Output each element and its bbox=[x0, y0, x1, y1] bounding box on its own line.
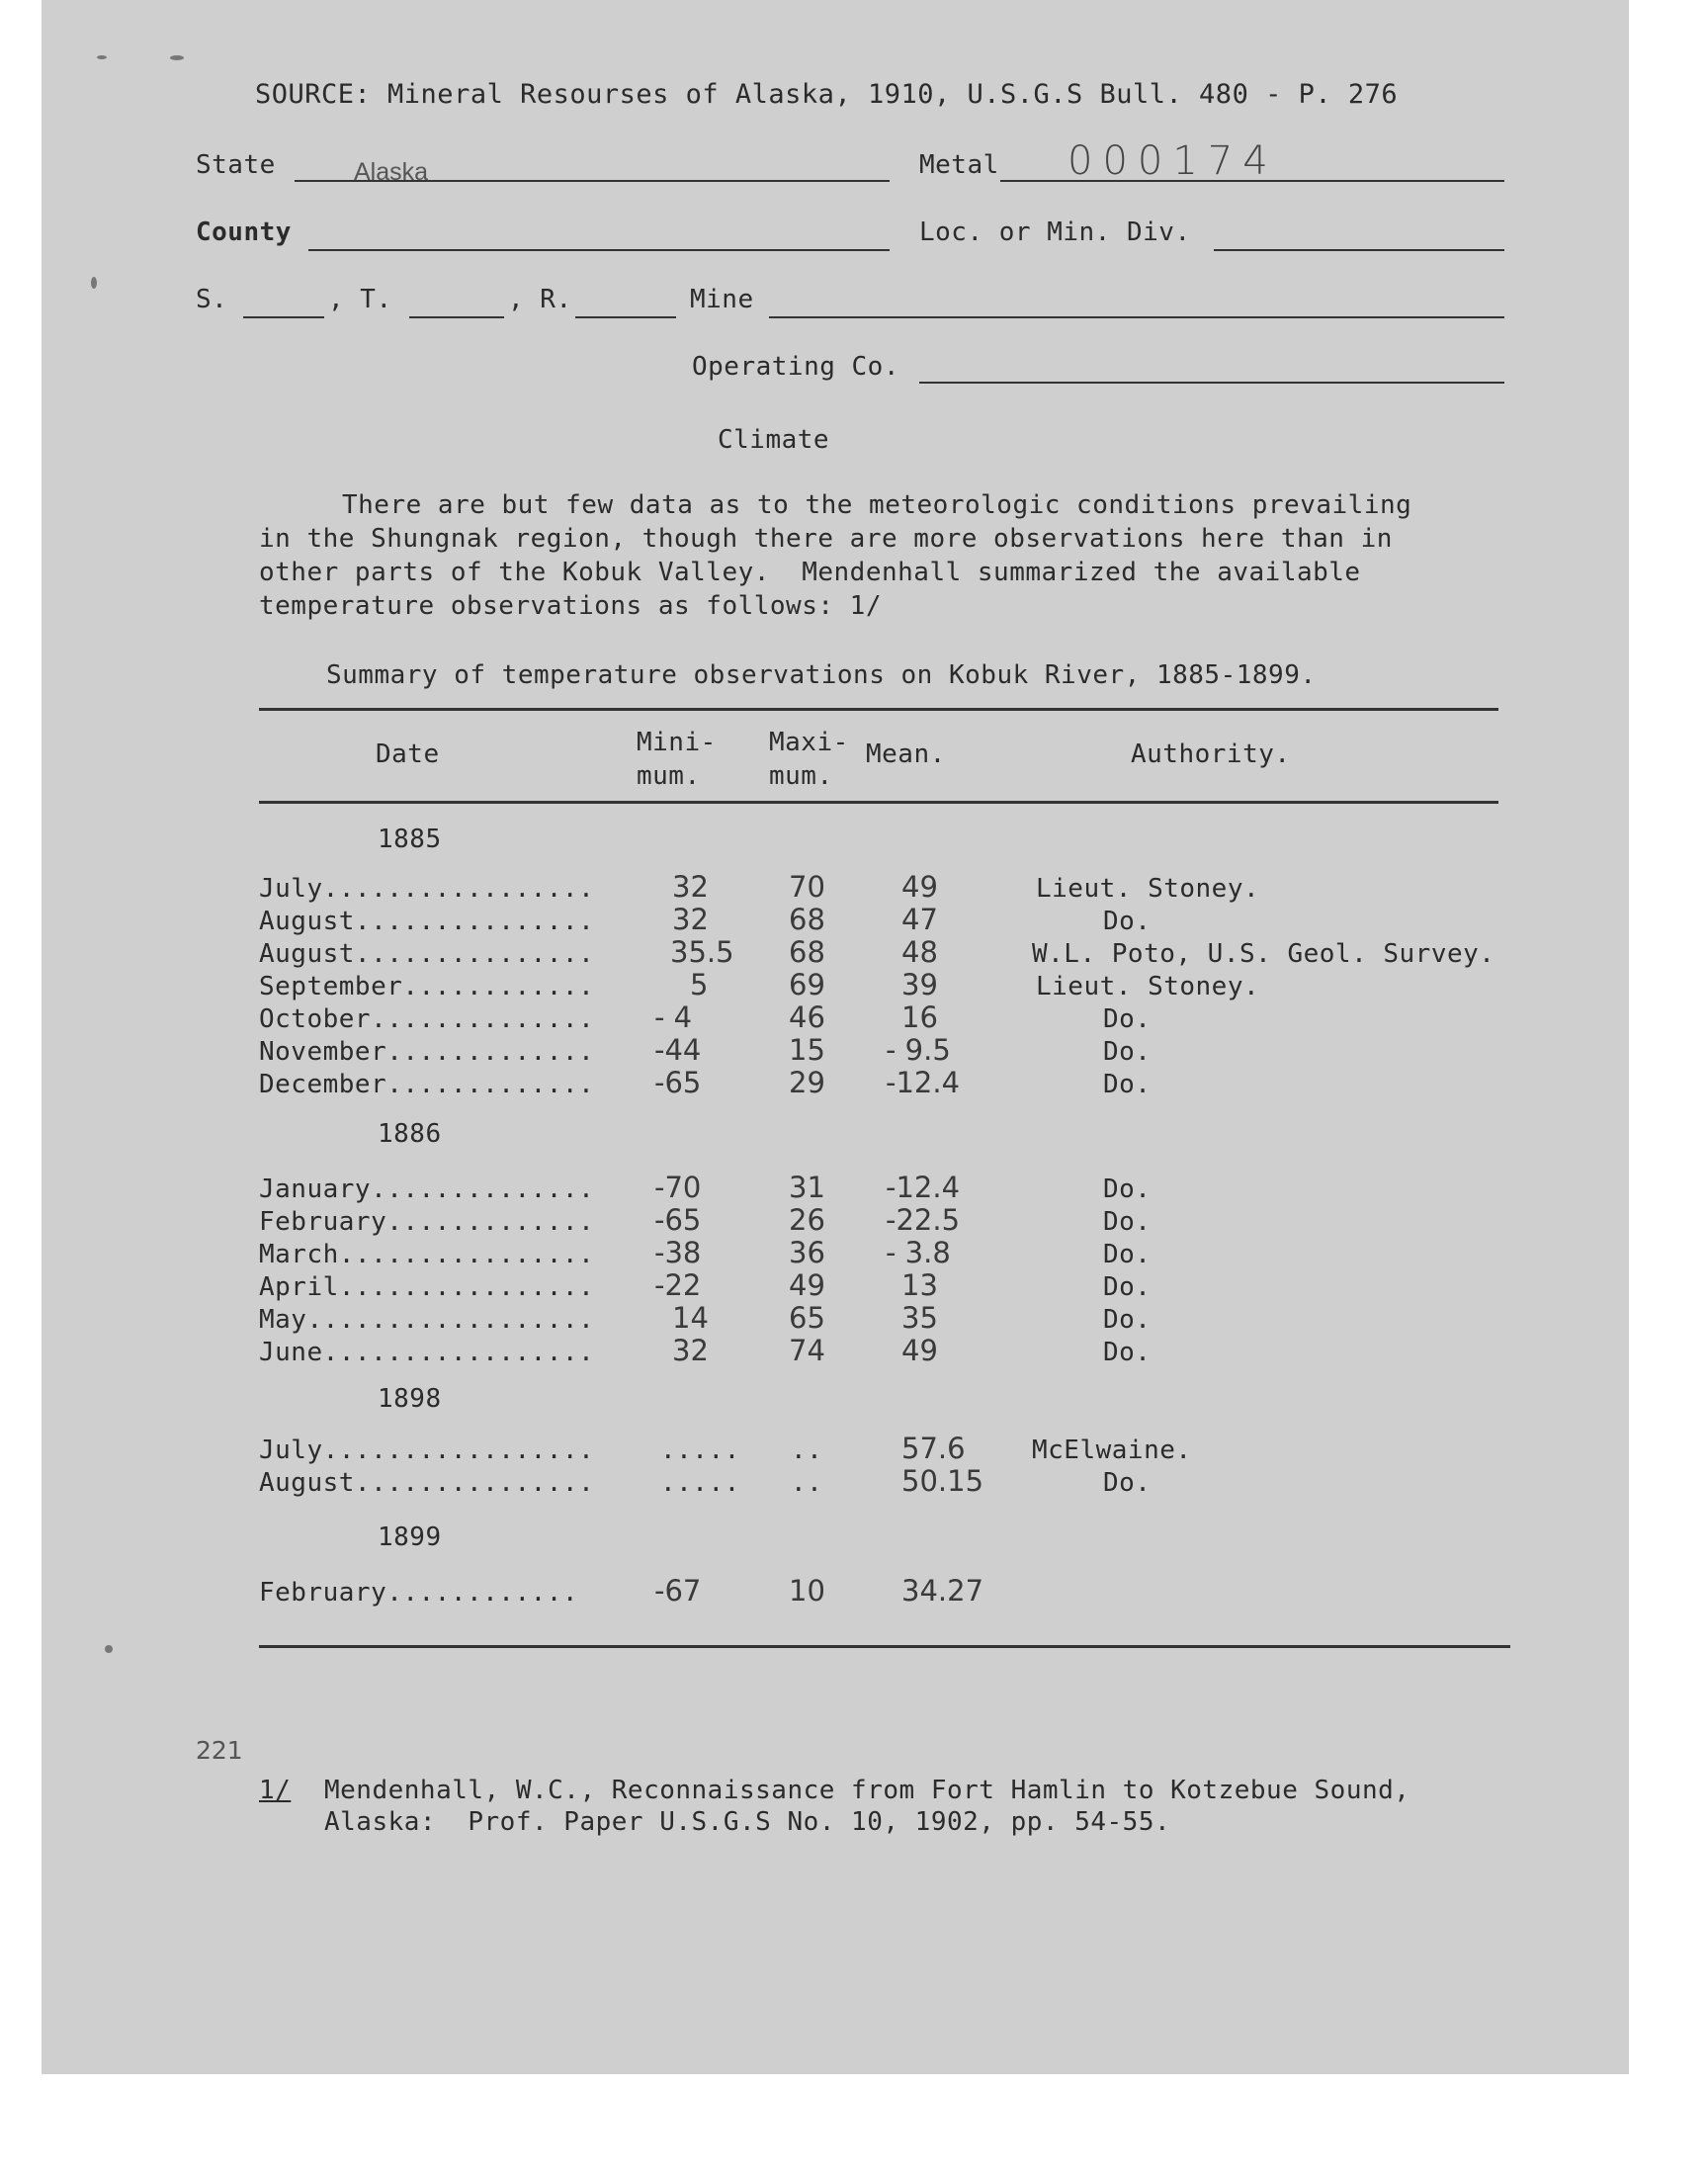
row-authority: Do. bbox=[1103, 1174, 1152, 1204]
row-authority: Do. bbox=[1103, 1338, 1152, 1367]
row-authority: Do. bbox=[1103, 1070, 1152, 1099]
paragraph-line-3: other parts of the Kobuk Valley. Mendenhall summarized the available bbox=[259, 558, 1361, 587]
row-mean: 57.6 bbox=[901, 1432, 966, 1465]
header-minimum-1: Mini- bbox=[637, 728, 717, 757]
row-maximum: 29 bbox=[789, 1066, 825, 1099]
row-month: September............ bbox=[259, 972, 595, 1001]
row-authority: Lieut. Stoney. bbox=[1036, 874, 1260, 904]
row-month: February............. bbox=[259, 1207, 595, 1237]
row-maximum: 69 bbox=[789, 968, 825, 1001]
scan-speck bbox=[91, 277, 97, 289]
row-maximum: 49 bbox=[789, 1268, 825, 1302]
row-month: February............ bbox=[259, 1578, 579, 1608]
header-maximum-1: Maxi- bbox=[769, 728, 849, 757]
row-mean: 48 bbox=[901, 935, 938, 969]
footnote-line-2: Alaska: Prof. Paper U.S.G.S No. 10, 1902, pp. 54-55. bbox=[324, 1807, 1171, 1837]
row-authority: Do. bbox=[1103, 1037, 1152, 1067]
year-label: 1898 bbox=[378, 1384, 442, 1414]
header-authority: Authority. bbox=[1131, 740, 1291, 769]
row-mean: 47 bbox=[901, 903, 938, 936]
row-minimum: -38 bbox=[654, 1236, 702, 1269]
state-value: Alaska bbox=[354, 158, 429, 186]
scan-speck bbox=[105, 1645, 113, 1653]
metal-number: 000174 bbox=[1068, 138, 1278, 184]
row-month: August............... bbox=[259, 907, 595, 936]
header-maximum-2: mum. bbox=[769, 761, 833, 791]
footnote-marker: 1/ bbox=[259, 1776, 292, 1805]
row-mean: 49 bbox=[901, 1334, 938, 1367]
row-month: August............... bbox=[259, 1468, 595, 1498]
row-maximum: 74 bbox=[789, 1334, 825, 1367]
row-minimum: -44 bbox=[654, 1033, 702, 1067]
row-minimum: 14 bbox=[672, 1301, 709, 1335]
state-label: State bbox=[196, 150, 276, 180]
county-underline bbox=[308, 249, 890, 251]
scan-speck bbox=[170, 55, 184, 60]
scan-speck bbox=[97, 55, 107, 59]
row-authority: W.L. Poto, U.S. Geol. Survey. bbox=[1032, 939, 1495, 969]
county-label: County bbox=[196, 218, 292, 247]
row-mean: 13 bbox=[901, 1268, 938, 1302]
row-mean: 50.15 bbox=[901, 1464, 984, 1498]
row-month: March................ bbox=[259, 1240, 595, 1269]
row-authority: Do. bbox=[1103, 1468, 1152, 1498]
row-authority: Do. bbox=[1103, 1207, 1152, 1237]
row-month: April................ bbox=[259, 1272, 595, 1302]
row-mean: -12.4 bbox=[886, 1171, 961, 1204]
row-mean: -22.5 bbox=[886, 1203, 961, 1237]
row-maximum: 36 bbox=[789, 1236, 825, 1269]
row-authority: Do. bbox=[1103, 907, 1152, 936]
township-underline bbox=[409, 316, 504, 318]
row-authority: McElwaine. bbox=[1032, 1436, 1192, 1465]
row-mean: 49 bbox=[901, 870, 938, 904]
document-page bbox=[42, 0, 1629, 2074]
row-maximum: 68 bbox=[789, 935, 825, 969]
row-month: May.................. bbox=[259, 1305, 595, 1335]
row-minimum: ..... bbox=[660, 1468, 740, 1498]
row-minimum: -67 bbox=[654, 1574, 702, 1608]
row-month: July................. bbox=[259, 1436, 595, 1465]
row-maximum: 31 bbox=[789, 1171, 825, 1204]
row-minimum: 32 bbox=[672, 1334, 709, 1367]
paragraph-line-1: There are but few data as to the meteorologic conditions prevailing bbox=[342, 490, 1412, 520]
row-mean: 35 bbox=[901, 1301, 938, 1335]
row-mean: - 3.8 bbox=[886, 1236, 951, 1269]
row-maximum: 68 bbox=[789, 903, 825, 936]
row-maximum: 15 bbox=[789, 1033, 825, 1067]
header-mean: Mean. bbox=[866, 740, 946, 769]
row-minimum: 32 bbox=[672, 870, 709, 904]
row-minimum: 5 bbox=[690, 968, 709, 1001]
row-month: June................. bbox=[259, 1338, 595, 1367]
row-authority: Do. bbox=[1103, 1305, 1152, 1335]
row-minimum: 32 bbox=[672, 903, 709, 936]
row-maximum: 70 bbox=[789, 870, 825, 904]
row-minimum: -70 bbox=[654, 1171, 702, 1204]
table-title: Summary of temperature observations on Kobuk River, 1885-1899. bbox=[326, 660, 1317, 690]
row-authority: Lieut. Stoney. bbox=[1036, 972, 1260, 1001]
row-maximum: 10 bbox=[789, 1574, 825, 1608]
row-month: November............. bbox=[259, 1037, 595, 1067]
year-label: 1885 bbox=[378, 825, 442, 854]
mine-underline bbox=[769, 316, 1504, 318]
row-month: October.............. bbox=[259, 1004, 595, 1034]
section-underline bbox=[243, 316, 324, 318]
header-date: Date bbox=[376, 740, 440, 769]
footnote-line-1: Mendenhall, W.C., Reconnaissance from Fort Hamlin to Kotzebue Sound, bbox=[324, 1776, 1410, 1805]
row-month: August............... bbox=[259, 939, 595, 969]
header-bottom-rule bbox=[259, 801, 1498, 804]
operating-co-label: Operating Co. bbox=[692, 352, 899, 382]
section-label: S. bbox=[196, 285, 228, 314]
row-minimum: -65 bbox=[654, 1203, 702, 1237]
section-heading: Climate bbox=[718, 425, 830, 455]
row-mean: 16 bbox=[901, 1000, 938, 1034]
paragraph-line-4: temperature observations as follows: 1/ bbox=[259, 591, 882, 621]
table-top-rule bbox=[259, 708, 1498, 711]
row-minimum: - 4 bbox=[654, 1000, 693, 1034]
header-minimum-2: mum. bbox=[637, 761, 701, 791]
row-maximum: 46 bbox=[789, 1000, 825, 1034]
row-mean: 39 bbox=[901, 968, 938, 1001]
row-mean: - 9.5 bbox=[886, 1033, 951, 1067]
loc-label: Loc. or Min. Div. bbox=[919, 218, 1191, 247]
mine-label: Mine bbox=[690, 285, 754, 314]
loc-underline bbox=[1214, 249, 1504, 251]
page-number: 221 bbox=[196, 1736, 243, 1765]
range-label: , R. bbox=[508, 285, 572, 314]
row-maximum: .. bbox=[791, 1468, 823, 1498]
row-authority: Do. bbox=[1103, 1240, 1152, 1269]
row-maximum: 65 bbox=[789, 1301, 825, 1335]
row-minimum: -65 bbox=[654, 1066, 702, 1099]
row-minimum: ..... bbox=[660, 1436, 740, 1465]
year-label: 1899 bbox=[378, 1522, 442, 1552]
range-underline bbox=[575, 316, 676, 318]
row-minimum: 35.5 bbox=[670, 935, 734, 969]
township-label: , T. bbox=[328, 285, 392, 314]
row-maximum: .. bbox=[791, 1436, 823, 1465]
row-authority: Do. bbox=[1103, 1272, 1152, 1302]
row-maximum: 26 bbox=[789, 1203, 825, 1237]
row-authority: Do. bbox=[1103, 1004, 1152, 1034]
source-line: SOURCE: Mineral Resourses of Alaska, 1910, U.S.G.S Bull. 480 - P. 276 bbox=[255, 79, 1399, 110]
row-month: January.............. bbox=[259, 1174, 595, 1204]
paragraph-line-2: in the Shungnak region, though there are more observations here than in bbox=[259, 524, 1393, 554]
operating-co-underline bbox=[919, 382, 1504, 384]
row-mean: 34.27 bbox=[901, 1574, 984, 1608]
row-month: December............. bbox=[259, 1070, 595, 1099]
table-bottom-rule bbox=[259, 1645, 1510, 1648]
row-month: July................. bbox=[259, 874, 595, 904]
row-mean: -12.4 bbox=[886, 1066, 961, 1099]
year-label: 1886 bbox=[378, 1119, 442, 1149]
metal-label: Metal bbox=[919, 150, 999, 180]
row-minimum: -22 bbox=[654, 1268, 702, 1302]
